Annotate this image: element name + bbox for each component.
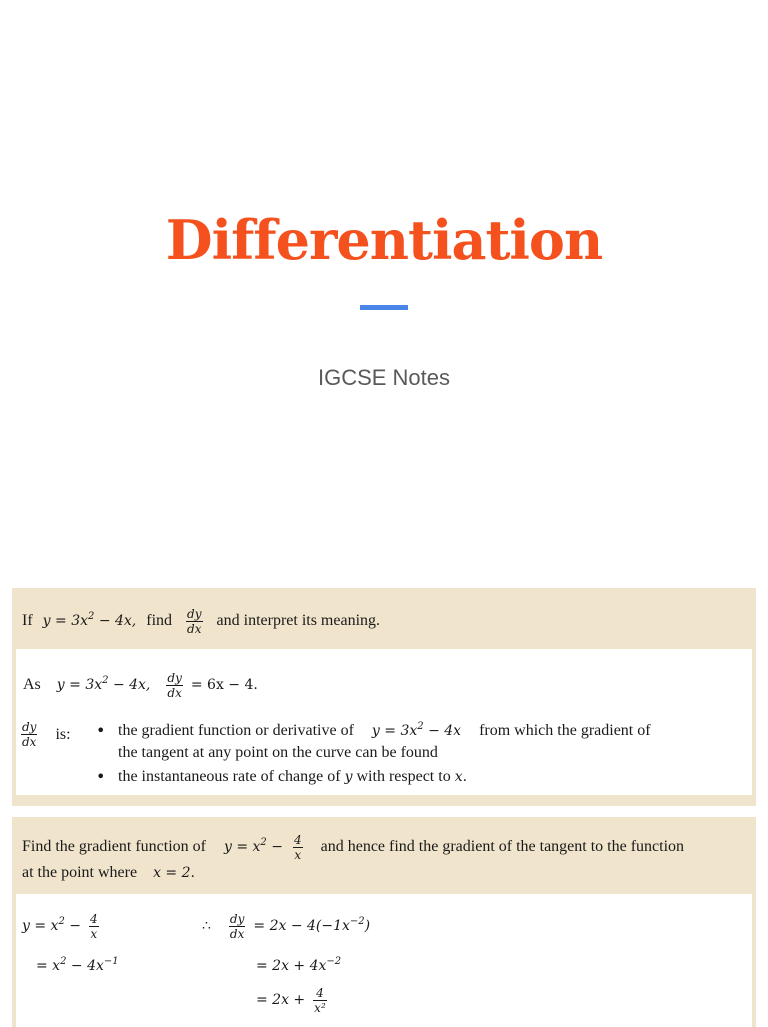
working-right-1: ∴ $\frac{dy}{dx}$ = $2x - 4(-1x^{-2})$ xyxy=(202,912,371,941)
answer-line: As $y = 3x^2 - 4x$, $\frac{dy}{dx}$ = 6x − 4. xyxy=(23,671,258,700)
dy-dx-fraction: $\frac{dy}{dx}$ xyxy=(187,607,202,636)
question-1: If $y = 3x^2 - 4x$, find $\frac{dy}{dx}$ and interpret its meaning. xyxy=(22,607,381,636)
answer-box-1 xyxy=(16,649,752,795)
bullet-item-1-line2: the tangent at any point on the curve can be found xyxy=(118,744,438,761)
working-right-2: = $2x + 4x^{-2}$ xyxy=(256,956,342,974)
bullet-dot: • xyxy=(96,767,106,786)
title-divider xyxy=(360,305,408,310)
page-title: Differentiation xyxy=(165,208,603,272)
working-left-2: = $x^2 - 4x^{-1}$ xyxy=(36,956,119,974)
bullet-item-2: the instantaneous rate of change of y with respect to x. xyxy=(118,768,468,785)
example-card-1 xyxy=(12,588,756,806)
question-2: Find the gradient function of $y = x^2$ − $\frac{4}{x}$ and hence find the gradient of the tangent to the function xyxy=(22,833,685,862)
example-card-2 xyxy=(12,817,756,1027)
working-right-3: = 2x + $\frac{4}{\text{x²}}$ xyxy=(256,986,326,1015)
bullet-item-1: the gradient function or derivative of $y = 3x^2 - 4x$ from which the gradient of xyxy=(118,721,651,739)
answer-box-2 xyxy=(16,894,752,1027)
page-subtitle: IGCSE Notes xyxy=(317,365,451,390)
question-2-line2: at the point where x = 2. xyxy=(22,864,195,881)
working-left-1: $y = x^2$ − $\frac{4}{x}$ xyxy=(22,912,98,941)
bullet-dot: • xyxy=(96,721,106,740)
is-label: $\frac{dy}{dx}$ is: xyxy=(22,720,71,749)
